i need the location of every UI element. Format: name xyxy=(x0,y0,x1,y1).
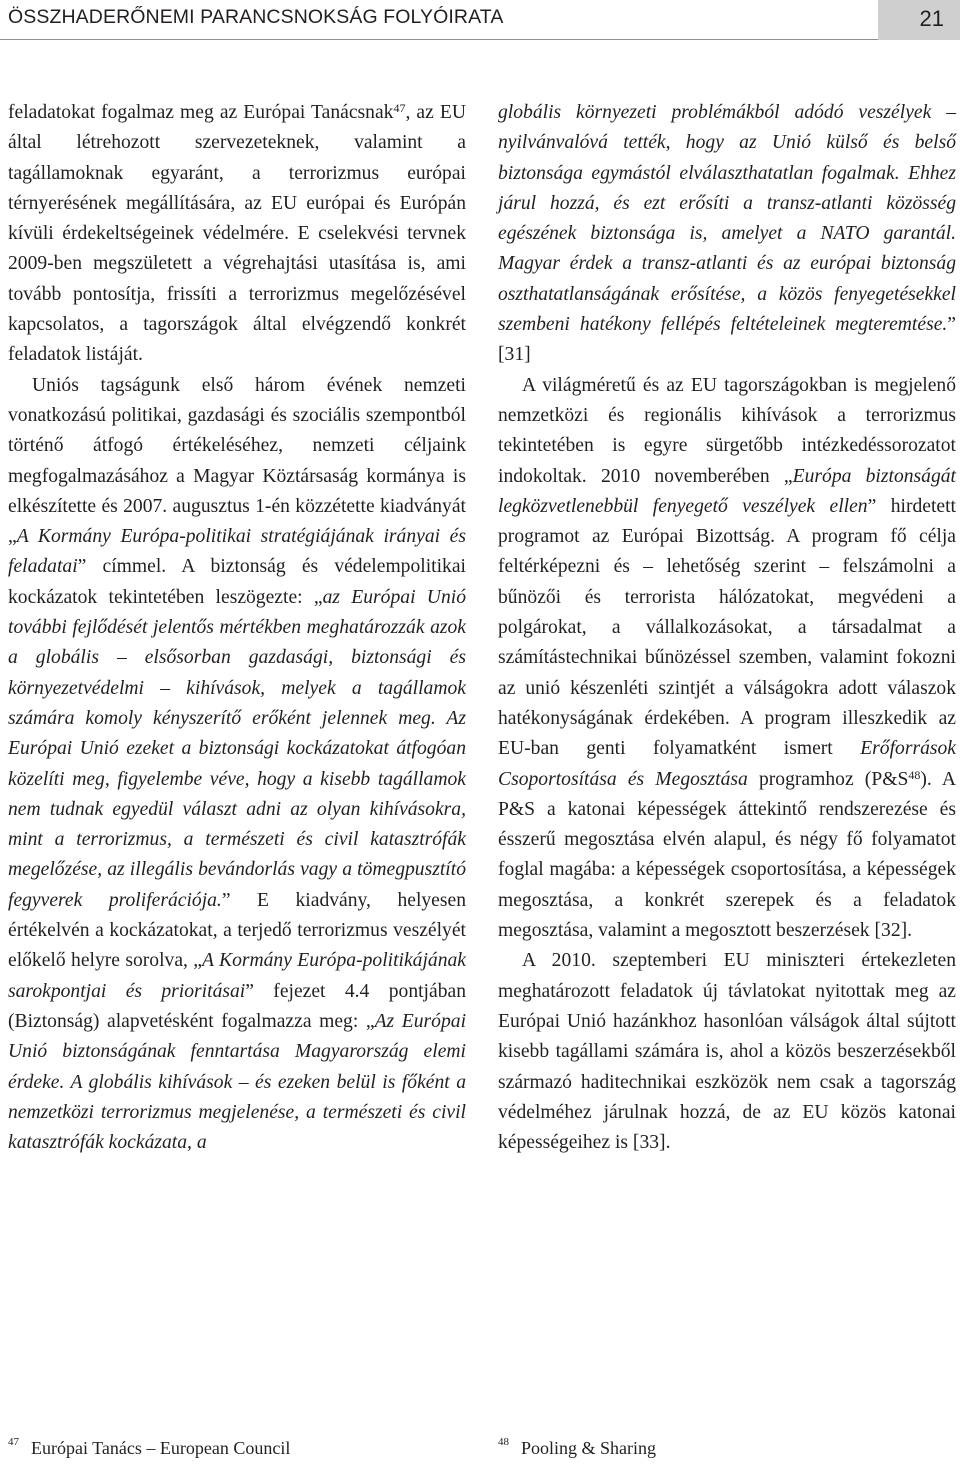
right-paragraph-2 xyxy=(498,371,956,947)
text-run: feladatokat fogalmaz meg az Európai Tanácsnak xyxy=(8,102,394,123)
footnote-48 xyxy=(498,1438,656,1459)
footnote-47 xyxy=(8,1438,290,1459)
text-run: ” fejezet 4.4 pontjában (Biztonság) alapvetésként fogalmazza meg: „ xyxy=(8,980,466,1032)
left-paragraph-2 xyxy=(8,371,466,1159)
text-run: ” hirdetett programot az Európai Bizottság. A program fő célja feltérképezni és – lehetőség szerint – felszámolni a bűnözői és terrorista hálózatokat, megvédeni a polgárokat, a vállalkozásokat, a társadalmat a számítástechnikai bűnözéssel szemben, valamint fokozni az unió készenléti szintjét a válságokra adott válaszok hatékonyságának érdekében. A program illeszkedik az EU-ban genti folyamatként ismert xyxy=(498,495,956,760)
italic-term: Erőforrások Csoportosítása és Megosztása xyxy=(498,738,956,790)
right-paragraph-3 xyxy=(498,946,956,1158)
page-header xyxy=(0,0,960,40)
header-divider xyxy=(0,39,878,40)
italic-quote: az Európai Unió további fejlődését jelentős mértékben meghatározzák azok a globális – elsősorban gazdasági, biztonsági és környezetvédelmi – kihívások, melyek a tagállamok számára komoly kényszerítő erőként jelennek meg. Az Európai Unió ezeket a biztonsági kockázatokat átfogóan közelíti meg, figyelembe véve, hogy a kisebb tagállamok nem tudnak egyedül választ adni az olyan kihívásokra, mint a terrorizmus, a természeti és civil katasztrófák megelőzése, az illegális bevándorlás vagy a tömegpusztító fegyverek proliferációja. xyxy=(8,586,466,911)
text-run: ” címmel. A biztonság és védelempolitikai kockázatok tekintetében leszögezte: „ xyxy=(8,556,466,608)
right-paragraph-1 xyxy=(498,98,956,371)
italic-title: A Kormány Európa-politikai stratégiájának irányai és feladatai xyxy=(8,526,466,578)
text-run: ” E kiadvány, helyesen értékelvén a kockázatokat, a terjedő terrorizmus veszélyét előkelő helyre sorolva, „ xyxy=(8,889,466,972)
text-run: ). A P&S a katonai képességek áttekintő rendszerezése és ésszerű megosztása elvén alapul, és négy fő folyamatot foglal magába: a képességek csoportosítása, a képességek megosztása, a konkrét szerepek és a feladatok megosztása, valamint a megosztott beszerzések [32]. xyxy=(498,768,956,942)
text-run: A világméretű és az EU tagországokban is megjelenő nemzetközi és regionális kihívások a terrorizmus tekintetében is egyre sürgetőbb intézkedéssorozatot indokoltak. 2010 novemberében „ xyxy=(498,374,956,487)
italic-title: Európa biztonságát legközvetlenebbül fenyegető veszélyek ellen xyxy=(498,465,956,517)
page-number: 21 xyxy=(919,6,944,31)
left-column xyxy=(8,98,466,1158)
italic-quote: Az Európai Unió biztonságának fenntartása Magyarország elemi érdeke. A globális kihívások – és ezeken belül is főként a nemzetközi terrorizmus megjelenése, a természeti és civil katasztrófák kockázata, a xyxy=(8,1010,467,1154)
text-run: Uniós tagságunk első három évének nemzeti vonatkozású politikai, gazdasági és szociális szempontból történő átfogó értékeléséhez, nemzeti céljaink megfogalmazásához a Magyar Köztársaság kormánya is elkészítette és 2007. augusztus 1-én közzétette kiadványát „ xyxy=(8,374,466,548)
italic-title: A Kormány Európa-politikájának sarokpontjai és prioritásai xyxy=(8,950,466,1002)
text-run: programhoz (P&S xyxy=(747,768,909,790)
text-run: A 2010. szeptemberi EU miniszteri értekezleten meghatározott feladatok új távlatokat nyitottak meg az Európai Unió hazánkhoz hasonlóan válságok által sújtott kisebb tagállami számára is, ahol a közös beszerzésekből származó haditechnikai eszközök nem csak a tagország védelméhez járulnak hozzá, de az EU közös katonai képességeihez is [33]. xyxy=(498,950,956,1154)
journal-title: ÖSSZHADERŐNEMI PARANCSNOKSÁG FOLYÓIRATA xyxy=(8,6,504,28)
page-number-box xyxy=(878,0,960,40)
footnote-marker: 47 xyxy=(8,1436,19,1448)
footnote-text: Pooling & Sharing xyxy=(521,1438,657,1458)
footnote-text: Európai Tanács – European Council xyxy=(31,1438,291,1458)
text-run: , az EU által létrehozott szervezeteknek, valamint a tagállamoknak egyaránt, a terrorizmus európai térnyerésének megállítására, az EU európai és Európán kívüli érdekeltségeinek védelmére. E cselekvési tervnek 2009-ben megszületett a végrehajtási utasítása is, ami tovább pontosítja, frissíti a terrorizmus megelőzésével kapcsolatos, a tagországok által elvégzendő konkrét feladatok listáját. xyxy=(8,102,466,366)
footnote-marker: 48 xyxy=(498,1436,509,1448)
footnote-ref-47: 47 xyxy=(393,101,406,115)
left-paragraph-1 xyxy=(8,98,466,371)
footnote-ref-48: 48 xyxy=(908,767,921,782)
text-run: ” [31] xyxy=(498,314,956,366)
italic-quote: globális környezeti problémákból adódó veszélyek – nyilvánvalóvá tették, hogy az Unió külső és belső biztonsága egymástól elválaszthatatlan fogalmak. Ehhez járul hozzá, és ezt erősíti a transz-atlanti közösség egészének biztonsága is, amelyet a NATO garantál. Magyar érdek a transz-atlanti és az európai biztonság oszthatatlanságának erősítése, a közös fenyegetésekkel szembeni hatékony fellépés feltételeinek megteremtése. xyxy=(498,102,956,336)
right-column xyxy=(498,98,956,1158)
